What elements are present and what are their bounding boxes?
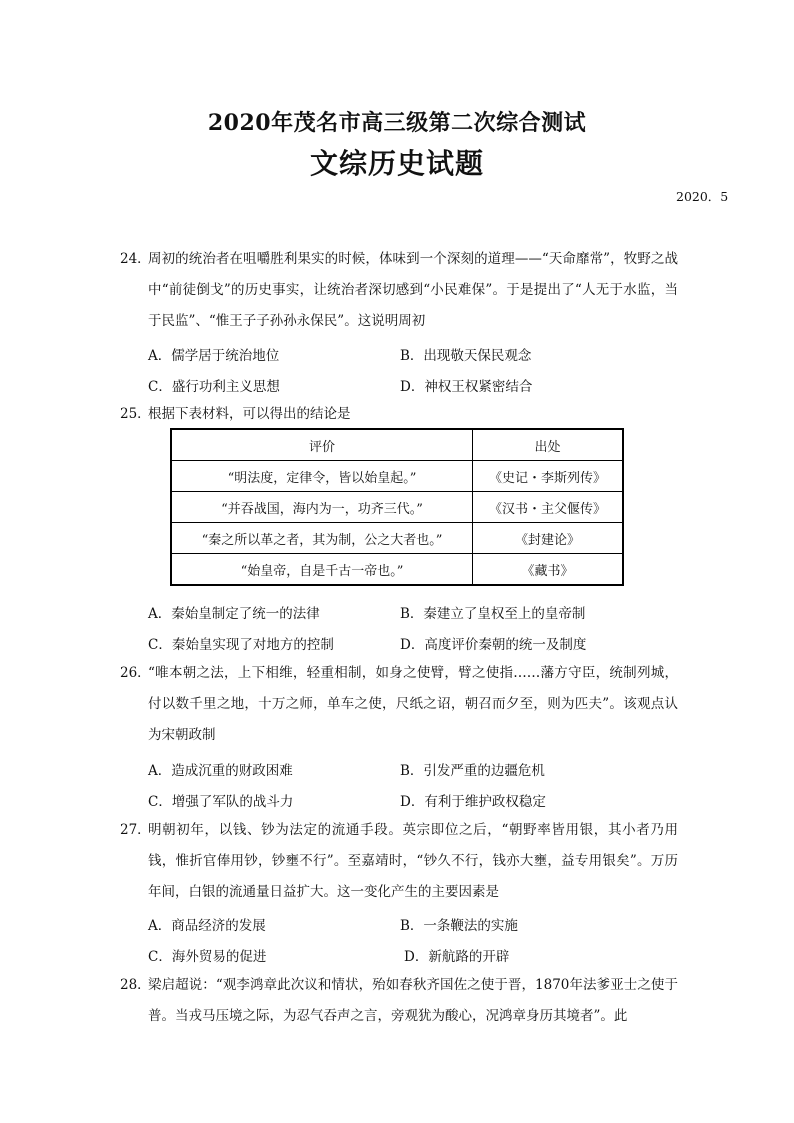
table-cell: 《藏书》 (473, 554, 624, 586)
option-b: B．秦建立了皇权至上的皇帝制 (400, 606, 586, 622)
option-c: C．增强了军队的战斗力 (148, 794, 294, 810)
question-stem: 周初的统治者在咀嚼胜利果实的时候，体味到一个深刻的道理——“天命靡常”，牧野之战中“前徒倒戈”的历史事实，让统治者深切感到“小民难保”。于是提出了“人无于水监，当于民监”、“惟王子子孙孙永保民”。这说明周初 (148, 251, 678, 329)
option-a: A．造成沉重的财政困难 (148, 763, 293, 779)
question-stem: 梁启超说：“观李鸿章此次议和情状，殆如春秋齐国佐之使于晋，1870年法爹亚士之使于普。当戎马压境之际，为忍气吞声之言，旁观犹为酸心，况鸿章身历其境者”。此 (148, 977, 678, 1024)
question-number: 24． (120, 251, 151, 267)
option-d: D．有利于维护政权稳定 (400, 794, 546, 810)
table-cell: “秦之所以革之者，其为制，公之大者也。” (171, 523, 473, 554)
question-number: 26． (120, 665, 151, 681)
table-cell: 《史记・李斯列传》 (473, 461, 624, 492)
exam-title: 2020年茂名市高三级第二次综合测试 (207, 110, 587, 136)
option-b: B．一条鞭法的实施 (400, 918, 518, 934)
question-number: 27． (120, 822, 151, 838)
option-c: C．秦始皇实现了对地方的控制 (148, 637, 334, 653)
option-a: A．商品经济的发展 (148, 918, 266, 934)
column-header: 出处 (473, 429, 624, 461)
table-cell: 《封建论》 (473, 523, 624, 554)
question-number: 28． (120, 977, 151, 993)
table-row (171, 554, 623, 586)
option-d: D．新航路的开辟 (404, 949, 510, 965)
table-header-row (171, 429, 623, 461)
question-stem: 明朝初年，以钱、钞为法定的流通手段。英宗即位之后，“朝野率皆用银，其小者乃用钱，惟折官俸用钞，钞壅不行”。至嘉靖时，“钞久不行，钱亦大壅，益专用银矣”。万历年间，白银的流通量日益扩大。这一变化产生的主要因素是 (148, 822, 678, 900)
question-stem: 根据下表材料，可以得出的结论是 (148, 406, 351, 422)
table-cell: “始皇帝，自是千古一帝也。” (171, 554, 473, 586)
exam-subtitle: 文综历史试题 (309, 147, 484, 180)
option-c: C．盛行功利主义思想 (148, 379, 280, 395)
table-cell: “明法度，定律令，皆以始皇起。” (171, 461, 473, 492)
table-row (171, 492, 623, 523)
table-cell: 《汉书・主父偃传》 (473, 492, 624, 523)
option-c: C．海外贸易的促进 (148, 949, 267, 965)
source-table (170, 428, 624, 586)
option-d: D．神权王权紧密结合 (400, 379, 533, 395)
question-stem: “唯本朝之法，上下相维，轻重相制，如身之使臂，臂之使指……藩方守臣，统制列城，付以数千里之地，十万之师，单车之使，尺纸之诏，朝召而夕至，则为匹夫”。该观点认为宋朝政制 (148, 665, 678, 743)
exam-date: 2020．5 (676, 189, 729, 204)
table-row (171, 523, 623, 554)
option-a: A．儒学居于统治地位 (148, 348, 280, 364)
option-d: D．高度评价秦朝的统一及制度 (400, 637, 587, 653)
option-b: B．引发严重的边疆危机 (400, 763, 545, 779)
table-cell: “并吞战国，海内为一，功齐三代。” (171, 492, 473, 523)
option-b: B．出现敬天保民观念 (400, 348, 532, 364)
option-a: A．秦始皇制定了统一的法律 (148, 606, 320, 622)
column-header: 评价 (171, 429, 473, 461)
table-row (171, 461, 623, 492)
question-number: 25． (120, 406, 151, 422)
